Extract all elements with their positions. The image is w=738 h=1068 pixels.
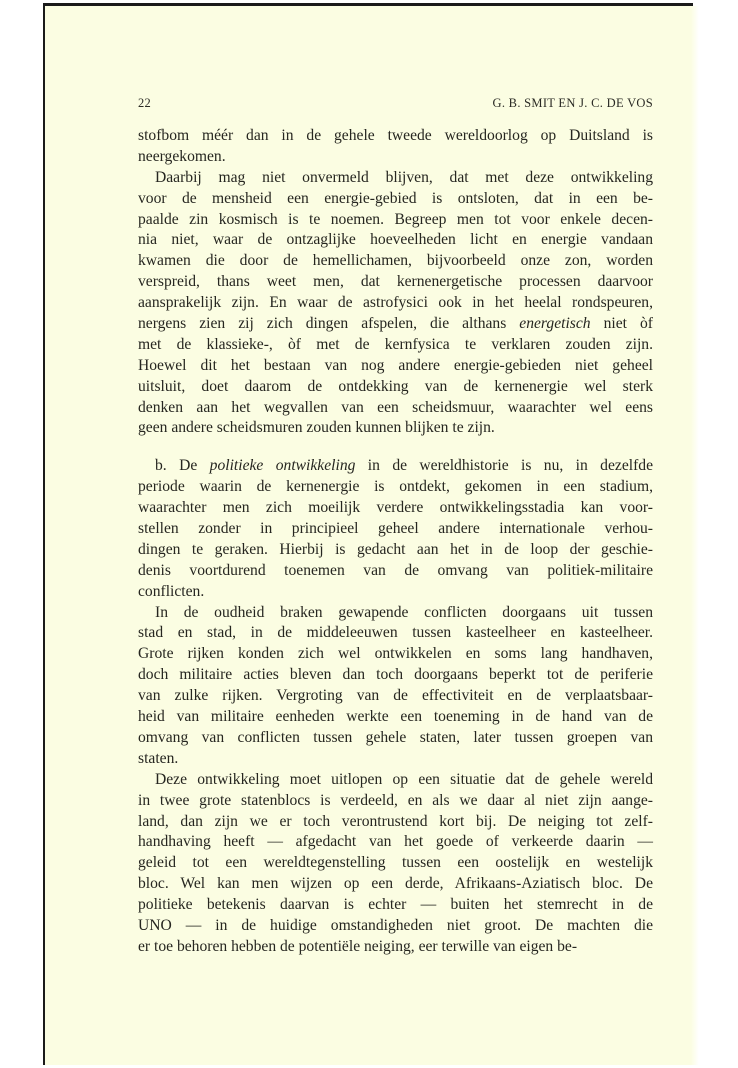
text-line bbox=[138, 456, 653, 477]
text-segment: b. De bbox=[155, 457, 210, 475]
text-line: dingen te geraken. Hierbij is gedacht aan het in de loop der geschie- bbox=[138, 540, 653, 558]
text-line: waarachter men zich moeilijk verdere ontwikkelingsstadia kan voor- bbox=[138, 499, 653, 517]
text-line: stofbom méér dan in de gehele tweede wereldoorlog op Duitsland is bbox=[138, 127, 653, 144]
paragraph bbox=[138, 456, 653, 602]
text-line: neergekomen. bbox=[138, 147, 226, 165]
text-line: stellen zonder in principieel geheel andere internationale verhou- bbox=[138, 520, 653, 538]
text-line: omvang van conflicten tussen gehele staten, later tussen groepen van bbox=[138, 728, 653, 746]
text-line: van zulke rijken. Vergroting van de effectiviteit en de verplaatsbaar- bbox=[138, 687, 653, 705]
body-text bbox=[138, 126, 653, 958]
text-line: uitsluit, doet daarom de ontdekking van de kernenergie wel sterk bbox=[138, 377, 653, 395]
text-line: geleid tot een wereldtegenstelling tussen een oostelijk en westelijk bbox=[138, 854, 653, 872]
text-line: conflicten. bbox=[138, 582, 205, 600]
text-segment: niet òf bbox=[590, 315, 653, 333]
text-line: land, dan zijn we er toch verontrustend kort bij. De neiging tot zelf- bbox=[138, 812, 653, 830]
paragraph bbox=[138, 770, 653, 958]
paragraph bbox=[138, 603, 653, 770]
text-line: Daarbij mag niet onvermeld blijven, dat met deze ontwikkeling bbox=[155, 168, 653, 186]
text-line: politieke betekenis daarvan is echter — buiten het stemrecht in de bbox=[138, 896, 653, 914]
text-line: handhaving heeft — afgedacht van het goede of verkeerde daarin — bbox=[138, 833, 653, 851]
text-line: aansprakelijk zijn. En waar de astrofysici ook in het heelal rondspeuren, bbox=[138, 294, 653, 312]
page-header bbox=[138, 96, 653, 114]
paragraph bbox=[138, 168, 653, 440]
text-line: heid van militaire eenheden werkte een toeneming in de hand van de bbox=[138, 708, 653, 726]
text-line: Deze ontwikkeling moet uitlopen op een situatie dat de gehele wereld bbox=[155, 770, 653, 788]
text-line: UNO — in de huidige omstandigheden niet groot. De machten die bbox=[138, 916, 653, 934]
italic-text: energetisch bbox=[519, 315, 591, 333]
text-segment: nergens zien zij zich dingen afspelen, die althans bbox=[138, 315, 520, 333]
text-line: doch militaire acties bleven dan toch doorgaans beperkt tot de periferie bbox=[138, 666, 653, 684]
text-line bbox=[138, 314, 653, 335]
paragraph bbox=[138, 126, 653, 168]
page-number: 22 bbox=[138, 96, 152, 110]
text-line: voor de mensheid een energie-gebied is ontsloten, dat in een be- bbox=[138, 189, 653, 207]
text-segment: in de wereldhistorie is nu, in dezelfde bbox=[355, 457, 653, 475]
book-page bbox=[43, 3, 693, 1065]
text-line: er toe behoren hebben de potentiële neiging, eer terwille van eigen be- bbox=[138, 937, 578, 955]
text-line: verspreid, thans weet men, dat kernenergetische processen daarvoor bbox=[138, 273, 653, 291]
text-line: paalde zin kosmisch is te noemen. Begreep men tot voor enkele decen- bbox=[138, 210, 653, 228]
text-line: kwamen die door de hemellichamen, bijvoorbeeld onze zon, worden bbox=[138, 252, 653, 270]
text-line: denis voortdurend toenemen van de omvang van politiek-militaire bbox=[138, 561, 653, 579]
running-head: G. B. SMIT EN J. C. DE VOS bbox=[492, 96, 653, 110]
text-line: bloc. Wel kan men wijzen op een derde, Afrikaans-Aziatisch bloc. De bbox=[138, 875, 653, 893]
text-line: Grote rijken konden zich wel ontwikkelen en soms lang handhaven, bbox=[138, 645, 653, 663]
text-line: denken aan het wegvallen van een scheidsmuur, waarachter wel eens bbox=[138, 398, 653, 416]
text-line: in twee grote statenblocs is verdeeld, en als we daar al niet zijn aange- bbox=[138, 791, 653, 809]
text-line: geen andere scheidsmuren zouden kunnen blijken te zijn. bbox=[138, 419, 495, 437]
text-line: In de oudheid braken gewapende conflicten doorgaans uit tussen bbox=[155, 603, 653, 621]
text-line: nia niet, waar de ontzaglijke hoeveelheden licht en energie vandaan bbox=[138, 231, 653, 249]
text-line: Hoewel dit het bestaan van nog andere energie-gebieden niet geheel bbox=[138, 356, 653, 374]
italic-text: politieke ontwikkeling bbox=[209, 457, 356, 475]
text-line: stad en stad, in de middeleeuwen tussen kasteelheer en kasteelheer. bbox=[138, 624, 653, 642]
text-line: staten. bbox=[138, 749, 179, 767]
text-line: periode waarin de kernenergie is ontdekt, gekomen in een stadium, bbox=[138, 478, 653, 496]
text-line: met de klassieke-, òf met de kernfysica te verklaren zouden zijn. bbox=[138, 335, 653, 353]
